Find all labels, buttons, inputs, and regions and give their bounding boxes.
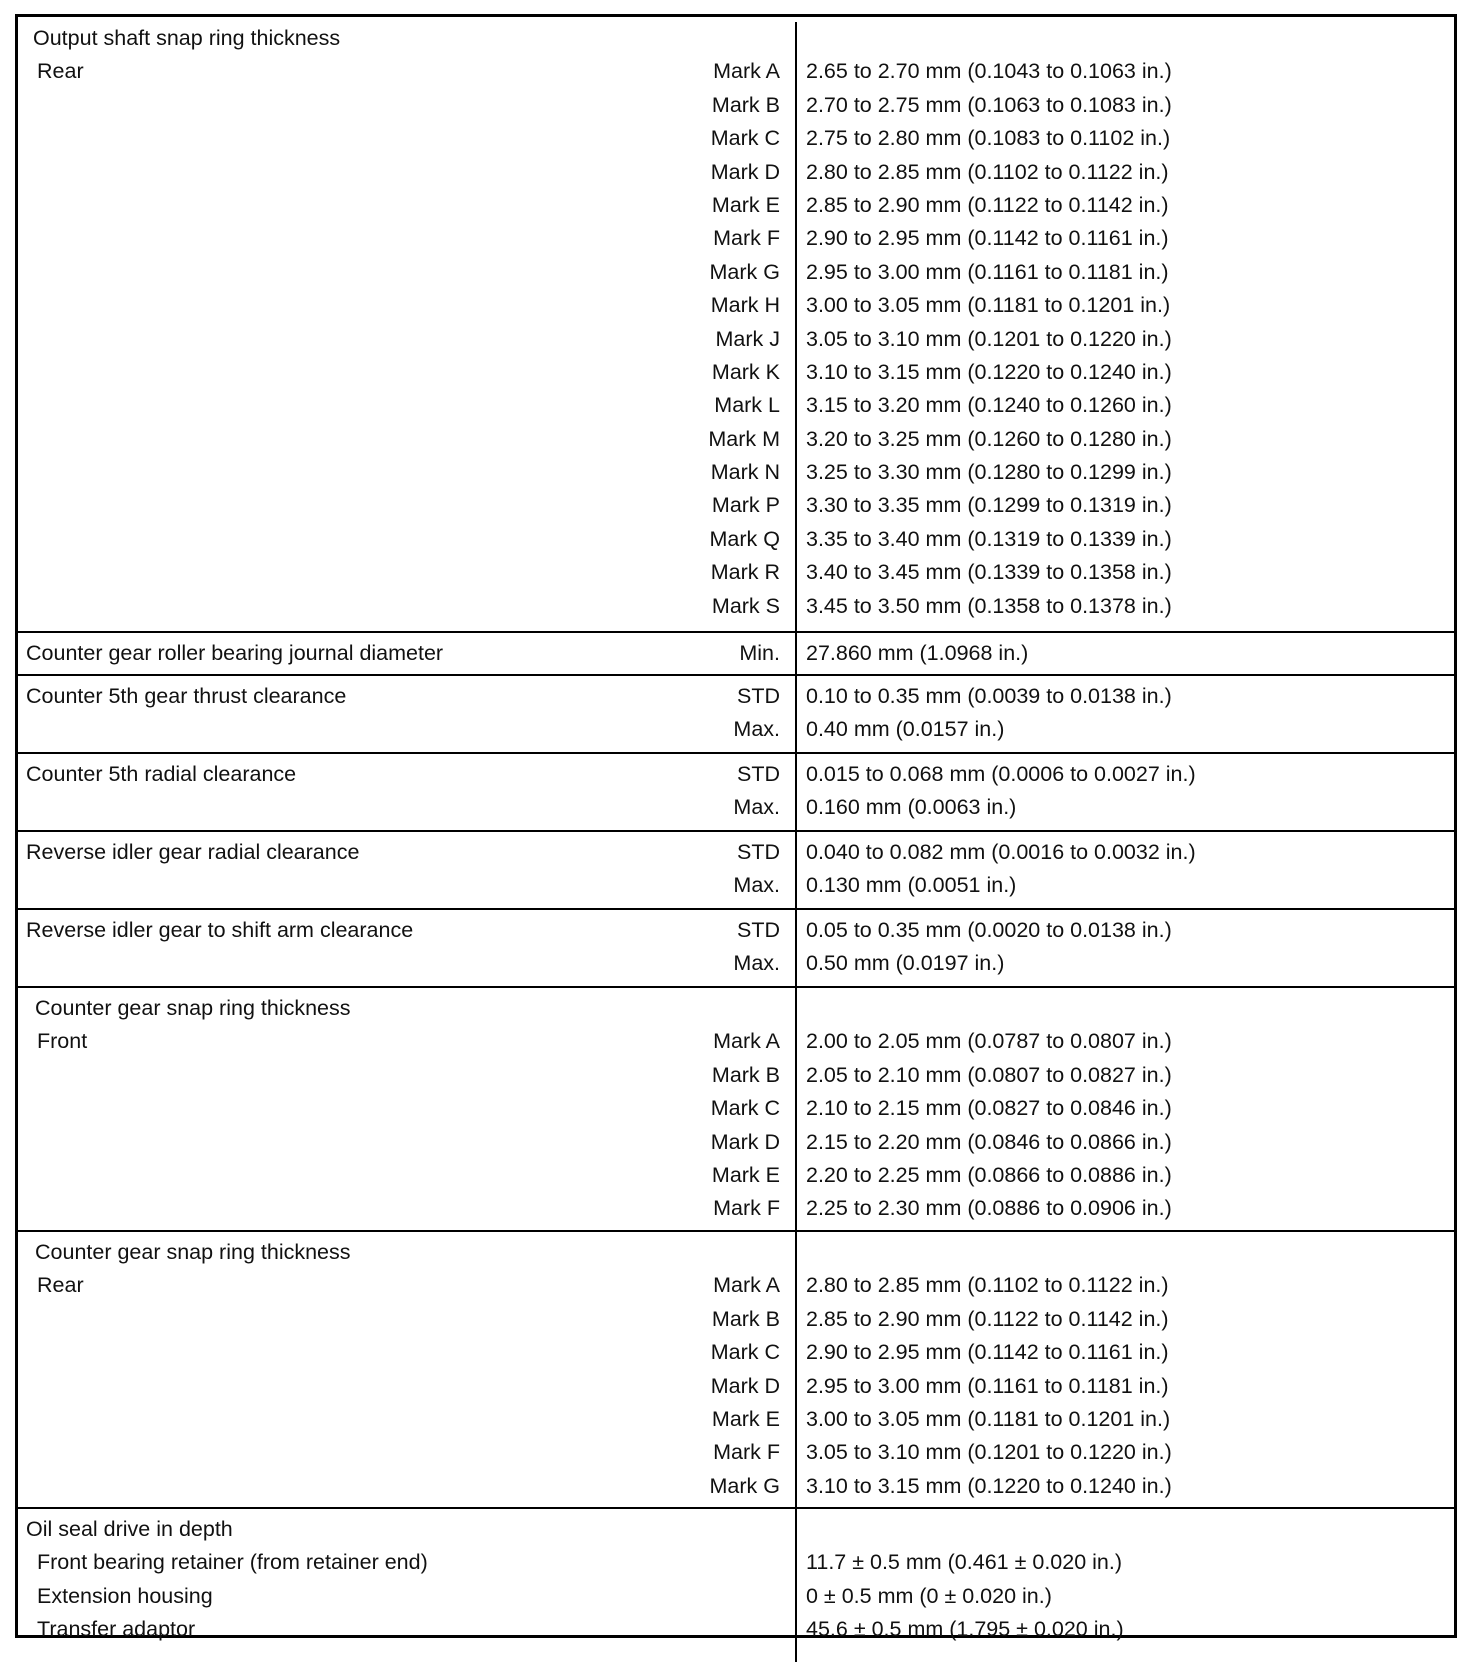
- spec-value: 2.25 to 2.30 mm (0.0886 to 0.0906 in.): [806, 1196, 1172, 1221]
- mark-label: Mark F: [713, 1440, 780, 1465]
- spec-value: 0.10 to 0.35 mm (0.0039 to 0.0138 in.): [806, 684, 1172, 708]
- spec-value: 2.15 to 2.20 mm (0.0846 to 0.0866 in.): [806, 1129, 1172, 1154]
- mark-label: Mark A: [713, 1273, 780, 1298]
- spec-value: 2.85 to 2.90 mm (0.1122 to 0.1142 in.): [806, 192, 1169, 217]
- mark-label: Mark A: [713, 59, 780, 84]
- mark-label: Mark R: [710, 560, 780, 585]
- spec-value: 2.00 to 2.05 mm (0.0787 to 0.0807 in.): [806, 1029, 1172, 1054]
- spec-subtitle: Rear: [37, 1273, 84, 1298]
- spec-value: 2.95 to 3.00 mm (0.1161 to 0.1181 in.): [806, 259, 1169, 284]
- spec-value: 3.20 to 3.25 mm (0.1260 to 0.1280 in.): [806, 426, 1172, 451]
- condition-label: STD: [737, 762, 780, 786]
- spec-value: 0 ± 0.5 mm (0 ± 0.020 in.): [806, 1583, 1052, 1608]
- spec-value: 0.160 mm (0.0063 in.): [806, 795, 1017, 820]
- mark-label: Mark H: [710, 293, 780, 318]
- spec-value: 11.7 ± 0.5 mm (0.461 ± 0.020 in.): [806, 1550, 1123, 1575]
- spec-value: 2.05 to 2.10 mm (0.0807 to 0.0827 in.): [806, 1062, 1172, 1087]
- item-label: Transfer adaptor: [37, 1617, 196, 1642]
- spec-value: 3.25 to 3.30 mm (0.1280 to 0.1299 in.): [806, 460, 1172, 485]
- spec-value: 3.05 to 3.10 mm (0.1201 to 0.1220 in.): [806, 1440, 1172, 1465]
- mark-label: Mark G: [709, 259, 780, 284]
- spec-value: 0.015 to 0.068 mm (0.0006 to 0.0027 in.): [806, 762, 1196, 786]
- condition-label: STD: [737, 840, 780, 864]
- mark-label: Mark Q: [709, 526, 780, 551]
- spec-value: 3.05 to 3.10 mm (0.1201 to 0.1220 in.): [806, 326, 1172, 351]
- spec-title: Counter gear snap ring thickness: [35, 996, 351, 1020]
- mark-label: Mark C: [710, 126, 780, 151]
- spec-value: 2.80 to 2.85 mm (0.1102 to 0.1122 in.): [806, 1273, 1169, 1298]
- spec-title: Reverse idler gear to shift arm clearance: [26, 918, 414, 942]
- spec-value: 2.75 to 2.80 mm (0.1083 to 0.1102 in.): [806, 126, 1171, 151]
- spec-value: 2.20 to 2.25 mm (0.0866 to 0.0886 in.): [806, 1162, 1172, 1187]
- mark-label: Mark C: [710, 1096, 780, 1121]
- spec-value: 0.130 mm (0.0051 in.): [806, 873, 1017, 898]
- mark-label: Mark L: [714, 393, 780, 418]
- spec-row-counter-5th-thrust: [18, 674, 1454, 752]
- mark-label: Mark K: [711, 359, 780, 384]
- spec-value: 0.50 mm (0.0197 in.): [806, 951, 1005, 976]
- spec-title: Counter 5th radial clearance: [26, 762, 297, 786]
- mark-label: Mark E: [711, 192, 780, 217]
- condition-label: STD: [737, 684, 780, 708]
- spec-subtitle: Rear: [37, 59, 84, 84]
- spec-value: 2.10 to 2.15 mm (0.0827 to 0.0846 in.): [806, 1096, 1172, 1121]
- mark-label: Mark N: [710, 460, 780, 485]
- condition-label: STD: [737, 918, 780, 942]
- mark-label: Mark F: [713, 1196, 780, 1221]
- condition-label: Max.: [733, 795, 780, 820]
- spec-value: 3.30 to 3.35 mm (0.1299 to 0.1319 in.): [806, 493, 1172, 518]
- spec-value: 3.00 to 3.05 mm (0.1181 to 0.1201 in.): [806, 1406, 1171, 1431]
- condition-label: Max.: [733, 951, 780, 976]
- spec-value: 2.85 to 2.90 mm (0.1122 to 0.1142 in.): [806, 1306, 1169, 1331]
- spec-table: [15, 14, 1457, 1642]
- mark-label: Mark B: [711, 92, 780, 117]
- spec-title: Reverse idler gear radial clearance: [26, 840, 360, 864]
- mark-label: Mark E: [711, 1406, 780, 1431]
- spec-value: 2.90 to 2.95 mm (0.1142 to 0.1161 in.): [806, 1340, 1169, 1365]
- spec-title: Counter 5th gear thrust clearance: [26, 684, 347, 708]
- item-label: Extension housing: [37, 1583, 213, 1608]
- spec-value: 2.65 to 2.70 mm (0.1043 to 0.1063 in.): [806, 59, 1172, 84]
- spec-value: 27.860 mm (1.0968 in.): [806, 641, 1029, 665]
- mark-label: Mark D: [710, 1373, 780, 1398]
- mark-label: Mark G: [709, 1473, 780, 1498]
- spec-title: Counter gear roller bearing journal diameter: [26, 641, 444, 665]
- spec-value: 3.10 to 3.15 mm (0.1220 to 0.1240 in.): [806, 1473, 1172, 1498]
- spec-row-counter-gear-journal: [18, 631, 1454, 674]
- spec-value: 3.40 to 3.45 mm (0.1339 to 0.1358 in.): [806, 560, 1172, 585]
- spec-row-reverse-idler-radial: [18, 830, 1454, 908]
- item-label: Front bearing retainer (from retainer end): [37, 1550, 428, 1575]
- spec-title: Output shaft snap ring thickness: [33, 26, 341, 50]
- mark-label: Mark B: [711, 1306, 780, 1331]
- spec-value: 2.70 to 2.75 mm (0.1063 to 0.1083 in.): [806, 92, 1172, 117]
- spec-subtitle: Front: [37, 1029, 88, 1054]
- mark-label: Mark A: [713, 1029, 780, 1054]
- condition-label: Max.: [733, 717, 780, 742]
- spec-row-counter-5th-radial: [18, 752, 1454, 830]
- spec-value: 0.040 to 0.082 mm (0.0016 to 0.0032 in.): [806, 840, 1196, 864]
- spec-title: Counter gear snap ring thickness: [35, 1240, 351, 1264]
- spec-row-oil-seal-depth: [18, 1507, 1454, 1662]
- mark-label: Mark B: [711, 1062, 780, 1087]
- spec-value: 0.05 to 0.35 mm (0.0020 to 0.0138 in.): [806, 918, 1172, 942]
- condition-label: Min.: [739, 641, 780, 665]
- condition-label: Max.: [733, 873, 780, 898]
- spec-row-reverse-idler-shift-arm: [18, 908, 1454, 986]
- mark-label: Mark J: [715, 326, 780, 351]
- spec-title: Oil seal drive in depth: [26, 1517, 233, 1541]
- spec-row-counter-snap-ring-front: [18, 986, 1454, 1230]
- spec-value: 0.40 mm (0.0157 in.): [806, 717, 1005, 742]
- mark-label: Mark S: [711, 593, 780, 618]
- mark-label: Mark E: [711, 1162, 780, 1187]
- spec-value: 3.10 to 3.15 mm (0.1220 to 0.1240 in.): [806, 359, 1172, 384]
- spec-value: 2.90 to 2.95 mm (0.1142 to 0.1161 in.): [806, 226, 1169, 251]
- spec-value: 3.00 to 3.05 mm (0.1181 to 0.1201 in.): [806, 293, 1171, 318]
- spec-value: 3.15 to 3.20 mm (0.1240 to 0.1260 in.): [806, 393, 1172, 418]
- mark-label: Mark D: [710, 159, 780, 184]
- spec-value: 45.6 ± 0.5 mm (1.795 ± 0.020 in.): [806, 1617, 1124, 1642]
- mark-label: Mark M: [708, 426, 780, 451]
- spec-row-counter-snap-ring-rear: [18, 1230, 1454, 1507]
- spec-value: 2.80 to 2.85 mm (0.1102 to 0.1122 in.): [806, 159, 1169, 184]
- spec-value: 3.45 to 3.50 mm (0.1358 to 0.1378 in.): [806, 593, 1172, 618]
- spec-row-output-shaft-snap-ring: [18, 22, 1454, 631]
- spec-value: 3.35 to 3.40 mm (0.1319 to 0.1339 in.): [806, 526, 1172, 551]
- mark-label: Mark C: [710, 1340, 780, 1365]
- spec-value: 2.95 to 3.00 mm (0.1161 to 0.1181 in.): [806, 1373, 1169, 1398]
- mark-label: Mark P: [711, 493, 780, 518]
- mark-label: Mark F: [713, 226, 780, 251]
- mark-label: Mark D: [710, 1129, 780, 1154]
